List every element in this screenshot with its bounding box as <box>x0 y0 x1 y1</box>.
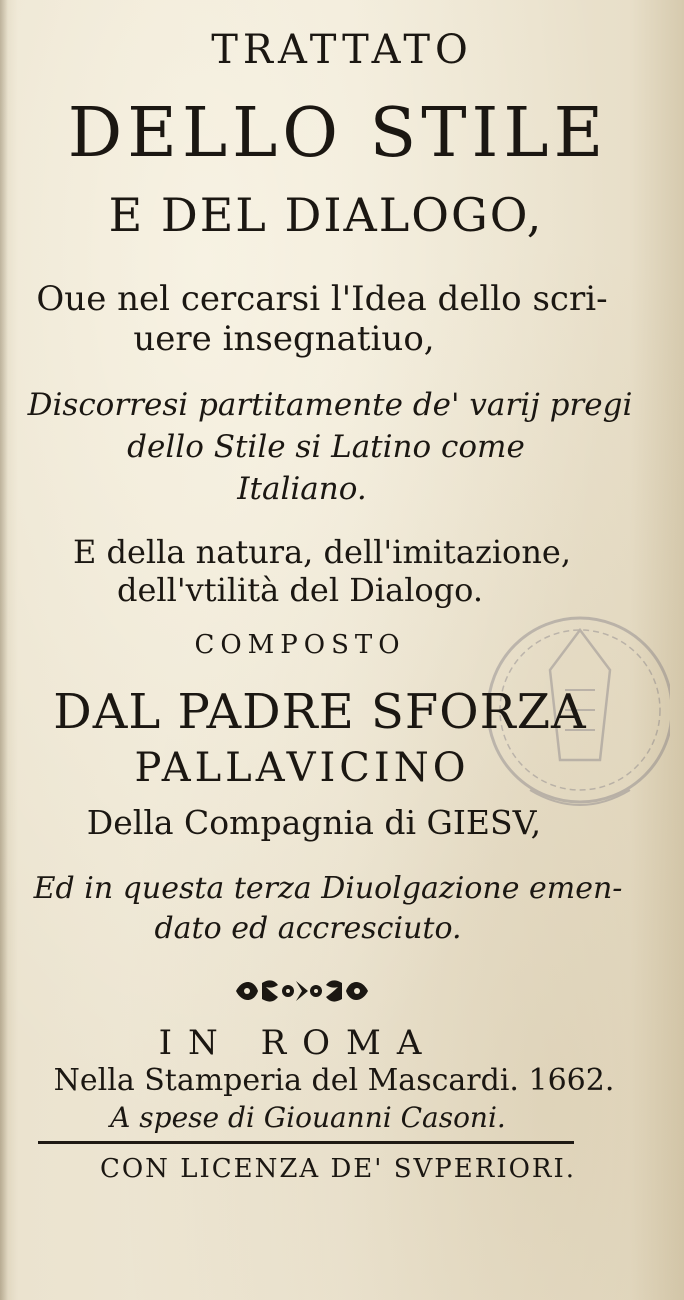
society-line: Della Compagnia di GIESV, <box>86 803 542 842</box>
title-line-1: TRATTATO <box>211 27 473 73</box>
discourse-line-2: dello Stile si Latino come <box>127 429 525 465</box>
edition-line-2: dato ed accresciuto. <box>154 911 462 946</box>
imprint-publisher: A spese di Giouanni Casoni. <box>110 1101 506 1134</box>
imprint-printer: Nella Stamperia del Mascardi. 1662. <box>53 1063 615 1098</box>
title-line-3: E DEL DIALOGO, <box>108 188 544 242</box>
subtitle-line-1: Oue nel cercarsi l'Idea dello scri- <box>36 279 608 319</box>
nature-line-2: dell'vtilità del Dialogo. <box>116 571 484 609</box>
author-line-1: DAL PADRE SFORZA <box>53 684 587 740</box>
fleuron-ornament-icon <box>232 975 372 1007</box>
subtitle-line-2: uere insegnatiuo, <box>133 319 435 359</box>
discourse-line-1: Discorresi partitamente de' varij pregi <box>27 387 633 423</box>
license-line: CON LICENZA DE' SVPERIORI. <box>99 1154 577 1184</box>
imprint-city: IN ROMA <box>158 1023 438 1063</box>
nature-line-1: E della natura, dell'imitazione, <box>72 533 572 571</box>
title-line-2: DELLO STILE <box>67 94 609 173</box>
composed-label: COMPOSTO <box>194 630 406 660</box>
imprint-rule <box>38 1141 574 1144</box>
discourse-line-3: Italiano. <box>237 471 367 507</box>
edition-line-1: Ed in questa terza Diuolgazione emen- <box>33 871 623 906</box>
author-line-2: PALLAVICINO <box>134 745 470 791</box>
